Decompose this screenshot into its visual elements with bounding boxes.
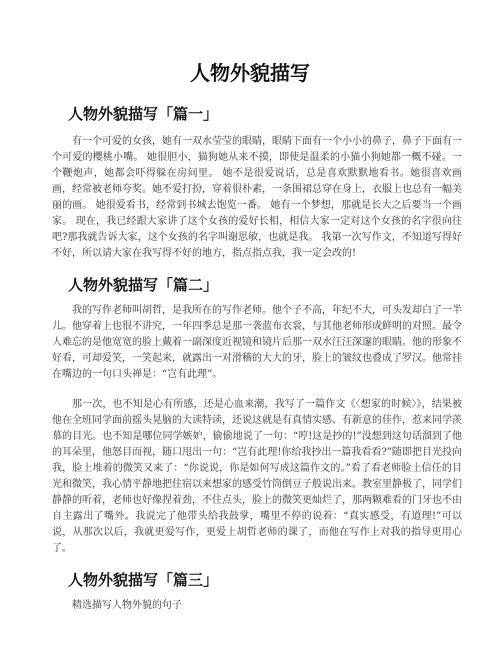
section-2-paragraph-2: 那一次，也不知是心有所感，还是心血来潮，我写了一篇作文《〈想家的时候〉》，结果被他在全班同学面前摇头晃脑的大读特读，还说这就是有真情实感、有新意的佳作，惹来同学羡慕的目光。也不知是哪位同学嫉妒，偷偷地说了一句：“哼!这是抄的!”没想到这句话溜到了他的耳朵里，他怒目而视，随口甩出一句：“岂有此理!你给我抄出一篇我看看?”随即把目光投向我，脸上堆着的微笑又来了：“你说说，你是如何写成这篇作文的。”看了看老师脸上信任的目光和微笑，我心情平静地把住宿以来想家的感受竹筒倒豆子般说出来。教室里静极了，同学们静静的听着，老师也好像捏着劲，不住点头，脸上的微笑更灿烂了，那两颗难看的门牙也不由自主露出了嘴外。我说完了他带头给我鼓掌，嘴里不停的说着：“真实感受，有道理!”可以说，从那次以后，我就更爱写作，更爱上胡哲老师的课了，而他在写作上对我的指导更用心了。 [52, 399, 462, 554]
section-2-paragraph-1: 我的写作老师叫胡哲，是我所在的写作老师。他个子不高，年纪不大，可头发却白了一半儿。他穿着上也很不讲究，一年四季总是那一袭蓝布衣裳，与其他老师形成鲜明的对照。最令人难忘的是他宽宽的脸上戴着一副深度近视镜和镜片后那一双水汪汪深邃的眼睛。他的形象不好看，可却爱笑，一笑起来，就露出一对滑稽的大大的牙，脸上的皱纹也叠成了罗汉。他常挂在嘴边的一句口头禅是：“岂有此理”。 [52, 305, 462, 380]
section-1-paragraph-1: 有一个可爱的女孩，她有一双水莹莹的眼睛，眼睛下面有一个小小的鼻子，鼻子下面有一个可爱的樱桃小嘴。 她很胆小，猫狗她从来不摸，即使是温柔的小猫小狗她都一概不碰。一个鞭炮声，她都会吓得躲在房间里。 她不是很爱说话，总是喜欢默默地看书。她很喜欢画画，经常被老师夸奖。她不爱打扮，穿着很朴素，一条围裙总穿在身上，衣服上也总有一幅美丽的画。 她很爱看书，经常到书城去饱览一番。 她有一个梦想，那就是长大之后要当一个画家。 现在，我已经跟大家讲了这个女孩的爱好长相，相信大家一定对这个女孩的名字很向往吧?那我就告诉大家，这个女孩的名字叫谢思敏，也就是我。 我第一次写作文，不知道写得好不好，所以请大家在我写得不好的地方，指点指点我，我一定会改的! [52, 136, 462, 259]
section-heading-2: 人物外貌描写「篇二」 [68, 276, 219, 294]
section-3-paragraph-1: 精选描写人物外貌的句子 [72, 600, 182, 611]
section-heading-3: 人物外貌描写「篇三」 [68, 571, 219, 589]
section-heading-1: 人物外貌描写「篇一」 [68, 105, 219, 123]
document-title: 人物外貌描写 [190, 61, 310, 85]
